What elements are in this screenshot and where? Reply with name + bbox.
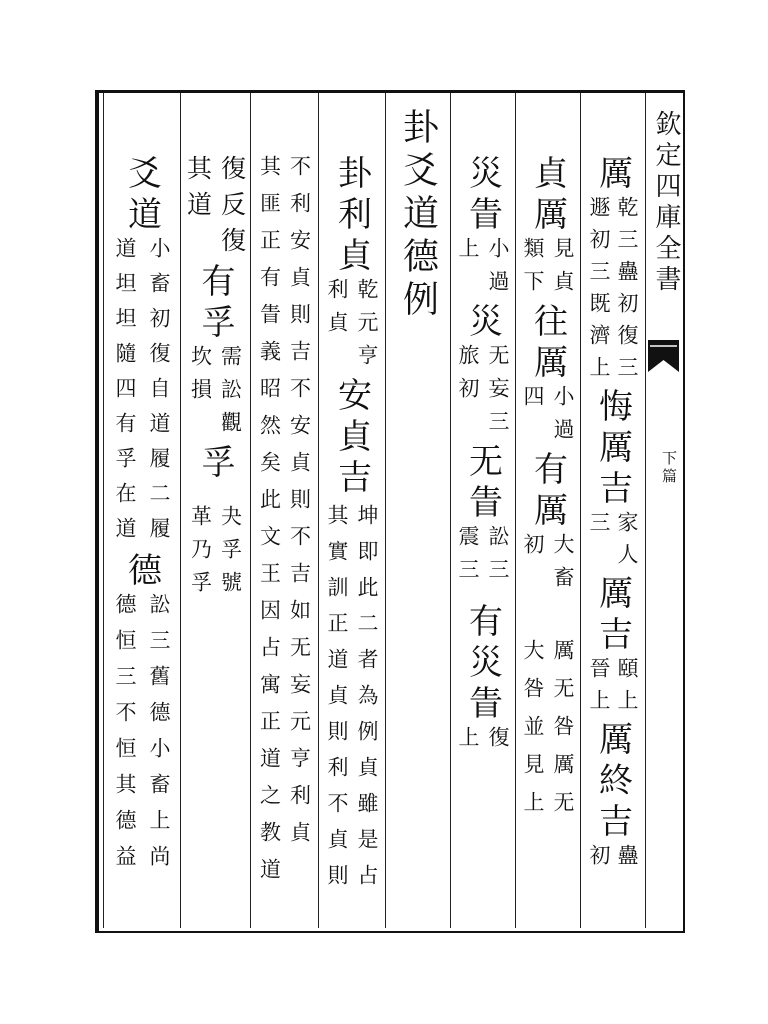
annotation-right-line: 復 [486, 726, 510, 759]
annotation-right-line: 无妄三 [486, 344, 510, 443]
main-text: 災眚 [462, 155, 503, 237]
annotation-left-line: 上 [456, 726, 480, 759]
fishtail-mark [647, 338, 680, 374]
annotation-left-line: 道坦坦隨四有孚在道 [113, 237, 137, 552]
annotation-right-line: 蠱 [615, 844, 639, 876]
annotation-right-line: 小畜初復自道履二履 [147, 237, 171, 552]
annotation-left-line: 其道 [183, 155, 213, 227]
main-text: 孚 [195, 444, 235, 485]
main-text: 有災眚 [462, 603, 503, 726]
annotation-left-line: 坎損 [188, 345, 213, 411]
main-text: 悔厲吉 [592, 388, 633, 511]
annotation-right-line: 大畜 [551, 533, 575, 599]
annotation-left-line: 德恒三不恒其德益 [113, 593, 137, 881]
main-text: 厲終吉 [592, 721, 633, 844]
annotation-left-line: 遯初三既濟上 [587, 196, 611, 388]
annotation [588, 511, 637, 575]
main-text: 安貞吉 [331, 377, 372, 500]
annotation-left-line: 上 [456, 237, 480, 270]
main-text: 卦利貞 [331, 155, 372, 278]
annotation [522, 385, 573, 451]
main-text: 厲吉 [592, 575, 633, 657]
main-text: 貞厲 [527, 155, 568, 237]
annotation-right-line: 頤上 [615, 657, 639, 721]
annotation [114, 237, 169, 552]
book-title: 欽定四庫全書 [651, 110, 681, 296]
annotation [522, 533, 573, 599]
text-column [580, 155, 645, 925]
annotation [457, 237, 508, 303]
annotation [588, 196, 637, 388]
annotation-left-line: 四 [521, 385, 545, 418]
annotation-right-line: 乾三蠱初復三 [615, 196, 639, 388]
annotation-right-line: 需訟觀 [218, 345, 243, 444]
annotation [588, 844, 637, 876]
annotation [326, 278, 377, 377]
annotation [588, 657, 637, 721]
annotation-right-line: 小過 [551, 385, 575, 451]
annotation-right-line: 坤即此二者為例貞雖是占 [355, 504, 379, 900]
annotation-left-line: 利貞 [325, 278, 349, 344]
text-column [180, 155, 250, 925]
annotation-right-line: 家人 [615, 511, 639, 575]
annotation [114, 593, 169, 881]
main-text: 无眚 [462, 443, 503, 525]
section-heading: 卦爻道德例 [397, 108, 439, 323]
annotation-left-line: 震三 [456, 525, 480, 591]
annotation [183, 155, 247, 263]
annotation [259, 155, 310, 895]
annotation [190, 345, 241, 444]
annotation-left-line: 初 [521, 533, 545, 566]
annotation-left-line: 旅初 [456, 344, 480, 410]
main-text: 有厲 [527, 451, 568, 533]
annotation [457, 344, 508, 443]
main-text: 災 [462, 303, 503, 344]
main-text: 德 [121, 552, 162, 593]
annotation [457, 726, 508, 759]
annotation-right-line: 小過 [486, 237, 510, 303]
annotation-right-line: 夬孚號 [218, 505, 243, 604]
annotation-left-line: 其匪正有眚義昭然矣此文王因占寓正道之教道 [257, 155, 282, 895]
annotation-right-line: 復反復 [217, 155, 247, 263]
annotation-right-line: 乾元亨 [355, 278, 379, 377]
column-rule [645, 93, 646, 928]
annotation [522, 639, 573, 829]
annotation [326, 504, 377, 900]
annotation [457, 525, 508, 591]
heading-column [385, 108, 450, 878]
main-text: 爻道 [121, 155, 162, 237]
annotation-right-line: 見貞 [551, 237, 575, 303]
text-column [450, 155, 515, 925]
annotation-right-line: 訟三 [486, 525, 510, 591]
annotation [190, 505, 241, 604]
annotation-right-line: 訟三舊德小畜上尚 [147, 593, 171, 881]
annotation-left-line: 類下 [521, 237, 545, 303]
main-text: 有孚 [195, 263, 235, 345]
text-column [318, 155, 385, 925]
text-column [250, 155, 318, 925]
annotation-left-line: 大咎並見上 [521, 639, 545, 829]
text-column [103, 155, 180, 925]
main-text: 往厲 [527, 303, 568, 385]
annotation-left-line: 革乃孚 [188, 505, 213, 604]
annotation-right-line: 不利安貞則吉不安貞則不吉如无妄元亨利貞 [287, 155, 312, 858]
annotation-left-line: 晉上 [587, 657, 611, 721]
annotation-right-line: 厲无咎厲无 [551, 639, 575, 829]
section-label: 下篇 [660, 450, 678, 486]
annotation [522, 237, 573, 303]
text-column [515, 155, 580, 925]
annotation-left-line: 其實訓正道貞則利不貞則 [325, 504, 349, 900]
annotation-left-line: 三 [587, 511, 611, 543]
main-text: 厲 [592, 155, 633, 196]
annotation-left-line: 初 [587, 844, 611, 876]
